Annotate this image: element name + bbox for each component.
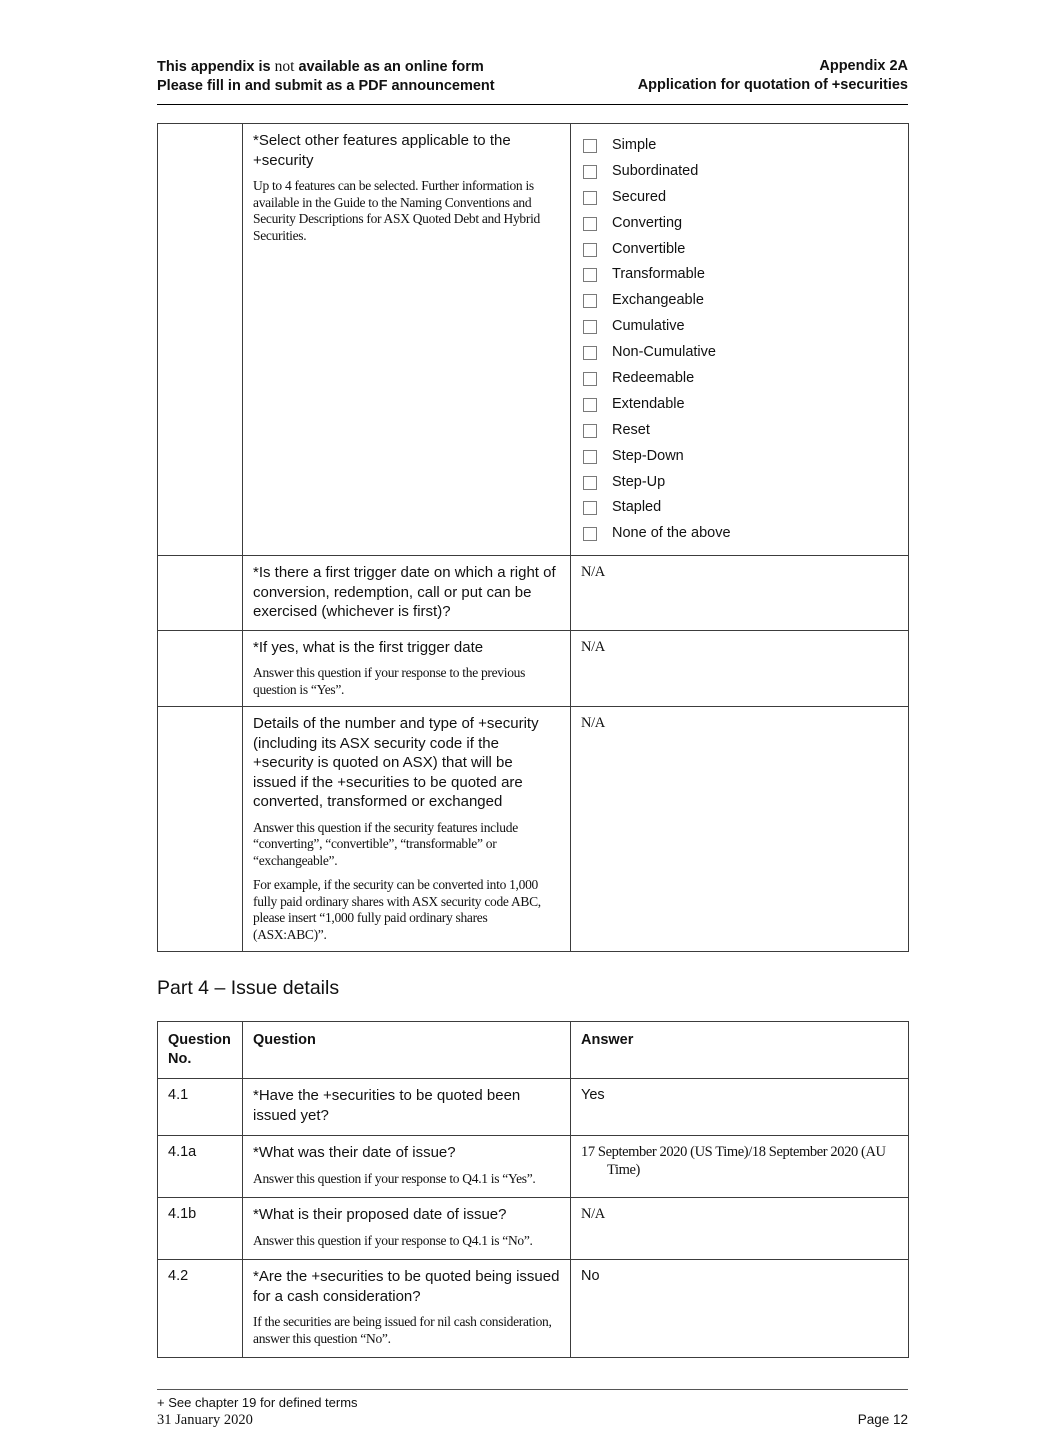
header-not-emphasis: not — [274, 58, 295, 75]
answer-value: No — [581, 1268, 600, 1285]
feature-option-label: Redeemable — [612, 370, 695, 387]
header-left-line2: Please fill in and submit as a PDF announcement — [157, 78, 495, 94]
part4-heading: Part 4 – Issue details — [157, 977, 340, 1000]
feature-option-label: Transformable — [612, 266, 705, 283]
feature-option[interactable] — [583, 185, 898, 211]
feature-option-label: Step-Down — [612, 447, 684, 464]
question-cell — [243, 556, 571, 631]
footer-rule — [157, 1389, 908, 1390]
question-note: If the securities are being issued for nil cash consideration, answer this question “No”. — [253, 1314, 552, 1346]
answer-cell — [571, 630, 909, 707]
securities-features-table — [157, 123, 909, 952]
header-left-line1 — [157, 57, 495, 77]
feature-option-label: Reset — [612, 421, 650, 438]
answer-cell — [571, 556, 909, 631]
feature-option[interactable] — [583, 392, 898, 418]
page-number: Page 12 — [857, 1412, 908, 1428]
question-text: *Have the +securities to be quoted been issued yet? — [253, 1087, 521, 1124]
feature-option-label: Secured — [612, 188, 667, 205]
answer-value: 17 September 2020 (US Time)/18 September 2020 (AU Time) — [581, 1144, 886, 1179]
answer-value: N/A — [581, 564, 605, 581]
answer-cell — [571, 124, 909, 556]
question-note: Answer this question if the security features include “converting”, “convertible”, “transformable” or “exchangeable”. — [253, 819, 518, 868]
answer-cell — [571, 1136, 909, 1198]
feature-option[interactable] — [583, 418, 898, 444]
checkbox-unchecked-icon[interactable] — [583, 243, 597, 257]
checkbox-unchecked-icon[interactable] — [583, 139, 597, 153]
appendix-subtitle: Application for quotation of +securities — [637, 77, 908, 93]
question-text: *Are the +securities to be quoted being issued for a cash consideration? — [253, 1268, 560, 1305]
feature-option[interactable] — [583, 495, 898, 521]
document-footer — [157, 1394, 908, 1429]
feature-option[interactable] — [583, 262, 898, 288]
answer-value: N/A — [581, 1206, 605, 1223]
footer-date: 31 January 2020 — [157, 1412, 253, 1429]
table-row — [158, 124, 909, 556]
header-left — [157, 57, 495, 96]
question-no-cell: 4.1b — [158, 1198, 243, 1260]
question-text: Details of the number and type of +security (including its ASX security code if the +security is quoted on ASX) that will be issued if the +securities to be quoted are converted, transformed or exchanged — [253, 715, 539, 811]
feature-option[interactable] — [583, 340, 898, 366]
checkbox-unchecked-icon[interactable] — [583, 450, 597, 464]
question-note: For example, if the security can be converted into 1,000 fully paid ordinary shares with ASX security code ABC, please insert “1,000 fully paid ordinary shares (ASX:ABC)”. — [253, 877, 541, 942]
question-no-cell: 4.2 — [158, 1260, 243, 1358]
answer-value: N/A — [581, 715, 605, 732]
question-note: Answer this question if your response to the previous question is “Yes”. — [253, 665, 526, 697]
feature-option-label: None of the above — [612, 525, 731, 542]
features-checkbox-list — [581, 131, 898, 547]
table-row — [158, 707, 909, 952]
checkbox-unchecked-icon[interactable] — [583, 268, 597, 282]
feature-option[interactable] — [583, 211, 898, 237]
feature-option[interactable] — [583, 288, 898, 314]
feature-option-label: Convertible — [612, 240, 686, 257]
table-row — [158, 1079, 909, 1136]
table-row — [158, 630, 909, 707]
checkbox-unchecked-icon[interactable] — [583, 191, 597, 205]
question-note: Up to 4 features can be selected. Further information is available in the Guide to the Naming Conventions and Security Descriptions for ASX Quoted Debt and Hybrid Securities. — [253, 178, 540, 243]
feature-option[interactable] — [583, 366, 898, 392]
checkbox-unchecked-icon[interactable] — [583, 320, 597, 334]
header-left-line1-pre: This appendix is — [157, 59, 275, 75]
appendix-title: Appendix 2A — [819, 58, 908, 74]
question-text: *What is their proposed date of issue? — [253, 1206, 507, 1224]
feature-option[interactable] — [583, 444, 898, 470]
question-note: Answer this question if your response to Q4.1 is “No”. — [253, 1232, 533, 1248]
answer-cell — [571, 1198, 909, 1260]
question-note: Answer this question if your response to Q4.1 is “Yes”. — [253, 1170, 536, 1186]
checkbox-unchecked-icon[interactable] — [583, 165, 597, 179]
table-row — [158, 1260, 909, 1358]
answer-cell — [571, 1079, 909, 1136]
question-cell — [243, 707, 571, 952]
defined-terms-note: + See chapter 19 for defined terms — [157, 1395, 358, 1411]
checkbox-unchecked-icon[interactable] — [583, 527, 597, 541]
question-text: *If yes, what is the first trigger date — [253, 638, 484, 656]
table-header-row — [158, 1022, 909, 1079]
column-header-question: Question — [243, 1022, 571, 1079]
answer-cell — [571, 707, 909, 952]
question-cell — [243, 1136, 571, 1198]
checkbox-unchecked-icon[interactable] — [583, 294, 597, 308]
feature-option[interactable] — [583, 159, 898, 185]
checkbox-unchecked-icon[interactable] — [583, 476, 597, 490]
feature-option[interactable] — [583, 521, 898, 547]
checkbox-unchecked-icon[interactable] — [583, 424, 597, 438]
question-cell — [243, 124, 571, 556]
feature-option-label: Converting — [612, 214, 683, 231]
feature-option-label: Step-Up — [612, 473, 666, 490]
question-no-cell — [158, 630, 243, 707]
question-no-cell — [158, 124, 243, 556]
answer-value: Yes — [581, 1087, 605, 1104]
feature-option-label: Stapled — [612, 499, 662, 516]
question-no-cell: 4.1a — [158, 1136, 243, 1198]
question-cell — [243, 1198, 571, 1260]
answer-value: N/A — [581, 638, 605, 655]
feature-option[interactable] — [583, 133, 898, 159]
question-no-cell — [158, 556, 243, 631]
document-header — [157, 57, 908, 96]
feature-option[interactable] — [583, 237, 898, 263]
checkbox-unchecked-icon[interactable] — [583, 398, 597, 412]
part4-issue-details-table — [157, 1021, 909, 1358]
checkbox-unchecked-icon[interactable] — [583, 346, 597, 360]
feature-option-label: Exchangeable — [612, 292, 704, 309]
table-row — [158, 1136, 909, 1198]
question-cell — [243, 630, 571, 707]
feature-option-label: Non-Cumulative — [612, 344, 716, 361]
question-cell — [243, 1079, 571, 1136]
feature-option-label: Simple — [612, 137, 657, 153]
question-text: *Is there a first trigger date on which a right of conversion, redemption, call or put can be exercised (whichever is first)? — [253, 564, 556, 621]
table-row — [158, 556, 909, 631]
table-row — [158, 1198, 909, 1260]
question-no-cell — [158, 707, 243, 952]
question-no-cell: 4.1 — [158, 1079, 243, 1136]
column-header-question-no: Question No. — [158, 1022, 243, 1079]
column-header-answer: Answer — [571, 1022, 909, 1079]
feature-option-label: Extendable — [612, 395, 685, 412]
checkbox-unchecked-icon[interactable] — [583, 372, 597, 386]
answer-cell — [571, 1260, 909, 1358]
header-right — [638, 57, 908, 96]
feature-option[interactable] — [583, 470, 898, 496]
feature-option[interactable] — [583, 314, 898, 340]
question-text: *Select other features applicable to the +security — [253, 132, 511, 169]
header-rule — [157, 104, 908, 105]
checkbox-unchecked-icon[interactable] — [583, 501, 597, 515]
feature-option-label: Subordinated — [612, 162, 699, 179]
feature-option-label: Cumulative — [612, 318, 685, 335]
checkbox-unchecked-icon[interactable] — [583, 217, 597, 231]
header-left-line1-post: available as an online form — [294, 59, 484, 75]
question-cell — [243, 1260, 571, 1358]
question-text: *What was their date of issue? — [253, 1144, 456, 1162]
